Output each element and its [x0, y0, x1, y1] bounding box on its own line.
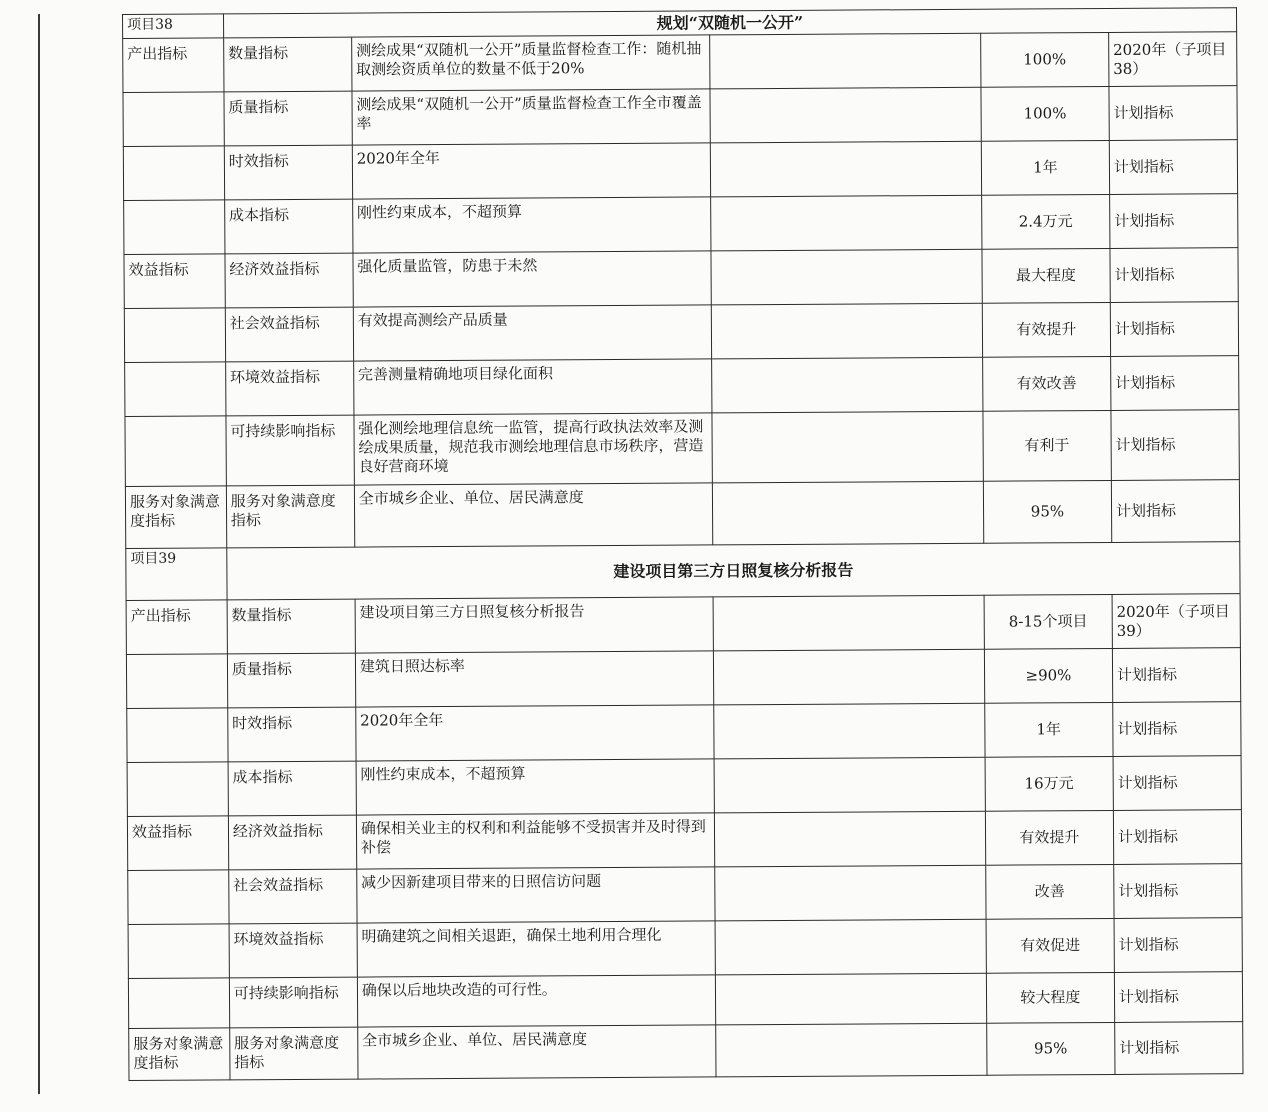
- indicator-cell: 社会效益指标: [225, 307, 353, 362]
- value-cell: 100%: [980, 32, 1108, 87]
- value-cell: 95%: [987, 1022, 1115, 1075]
- content-cell: 完善测量精确地项目绿化面积: [353, 359, 711, 415]
- indicator-cell: 服务对象满意度指标: [229, 1027, 357, 1080]
- indicator-cell: 成本指标: [224, 199, 352, 254]
- table-row: [127, 810, 1241, 871]
- content-cell: 2020年全年: [356, 705, 714, 761]
- table-row: [125, 480, 1239, 549]
- blank-cell: [709, 33, 980, 89]
- category-cell: [127, 762, 228, 817]
- category-cell: [124, 308, 225, 363]
- table-row: [128, 864, 1242, 925]
- note-cell: 2020年（子项目38）: [1109, 32, 1237, 87]
- content-cell: 测绘成果“双随机一公开”质量监督检查工作：随机抽取测绘资质单位的数量不低于20%: [351, 35, 709, 91]
- value-cell: 有效提升: [982, 302, 1110, 357]
- category-cell: [127, 708, 228, 763]
- blank-cell: [715, 919, 986, 975]
- table-row: [127, 756, 1241, 817]
- category-cell: 产出指标: [126, 600, 227, 655]
- indicator-cell: 质量指标: [227, 653, 355, 708]
- blank-cell: [711, 249, 982, 305]
- blank-cell: [715, 1023, 986, 1077]
- category-cell: [123, 146, 224, 201]
- value-cell: ≥90%: [984, 648, 1112, 703]
- indicator-cell: 可持续影响指标: [226, 415, 354, 486]
- table-row: [126, 594, 1240, 655]
- blank-cell: [710, 195, 981, 251]
- blank-cell: [710, 141, 981, 197]
- note-cell: 2020年（子项目39）: [1112, 594, 1240, 649]
- note-cell: 计划指标: [1111, 480, 1240, 543]
- content-cell: 2020年全年: [352, 143, 710, 199]
- category-cell: [128, 978, 229, 1029]
- value-cell: 最大程度: [982, 248, 1110, 303]
- table-row: [126, 648, 1240, 709]
- project-id-label: 项目38: [123, 14, 224, 39]
- content-cell: 建设项目第三方日照复核分析报告: [355, 597, 713, 653]
- project-title: 建设项目第三方日照复核分析报告: [227, 542, 1241, 600]
- note-cell: 计划指标: [1115, 1022, 1243, 1075]
- blank-cell: [710, 87, 981, 143]
- category-cell: 服务对象满意度指标: [129, 1028, 230, 1081]
- indicator-cell: 时效指标: [224, 145, 352, 200]
- value-cell: 有效促进: [986, 918, 1114, 973]
- indicator-cell: 经济效益指标: [225, 253, 353, 308]
- blank-cell: [712, 481, 984, 545]
- value-cell: 16万元: [985, 756, 1113, 811]
- content-cell: 全市城乡企业、单位、居民满意度: [358, 1025, 716, 1079]
- category-cell: [123, 92, 224, 147]
- table-row: [125, 410, 1239, 487]
- category-cell: 效益指标: [127, 816, 228, 871]
- value-cell: 8-15个项目: [984, 594, 1112, 649]
- content-cell: 确保相关业主的权利和利益能够不受损害并及时得到补偿: [356, 813, 714, 869]
- content-cell: 明确建筑之间相关退距，确保土地利用合理化: [357, 921, 715, 977]
- note-cell: 计划指标: [1111, 410, 1240, 481]
- blank-cell: [713, 703, 984, 759]
- indicator-cell: 数量指标: [227, 599, 355, 654]
- value-cell: 1年: [985, 702, 1113, 757]
- page-margin-line: [38, 14, 40, 1094]
- blank-cell: [712, 411, 984, 483]
- note-cell: 计划指标: [1112, 648, 1240, 703]
- note-cell: 计划指标: [1114, 864, 1242, 919]
- content-cell: 刚性约束成本，不超预算: [356, 759, 714, 815]
- content-cell: 强化测绘地理信息统一监管，提高行政执法效率及测绘成果质量，规范我市测绘地理信息市场秩序，营造良好营商环境: [354, 413, 712, 485]
- blank-cell: [711, 357, 982, 413]
- indicator-cell: 可持续影响指标: [229, 977, 357, 1028]
- note-cell: 计划指标: [1109, 86, 1237, 141]
- performance-indicator-table: [122, 7, 1243, 1081]
- project-header-row: [126, 542, 1240, 601]
- note-cell: 计划指标: [1114, 972, 1242, 1023]
- value-cell: 95%: [983, 480, 1111, 543]
- category-cell: 服务对象满意度指标: [125, 486, 226, 549]
- project-id-label: 项目39: [126, 548, 227, 601]
- blank-cell: [713, 595, 984, 651]
- category-cell: [128, 924, 229, 979]
- indicator-cell: 服务对象满意度指标: [226, 485, 354, 548]
- content-cell: 确保以后地块改造的可行性。: [357, 975, 715, 1027]
- blank-cell: [714, 757, 985, 813]
- indicator-cell: 社会效益指标: [229, 869, 357, 924]
- note-cell: 计划指标: [1110, 356, 1238, 411]
- content-cell: 减少因新建项目带来的日照信访问题: [357, 867, 715, 923]
- note-cell: 计划指标: [1109, 140, 1237, 195]
- indicator-sheet: [122, 7, 1255, 1096]
- note-cell: 计划指标: [1109, 194, 1237, 249]
- category-cell: 效益指标: [124, 254, 225, 309]
- table-row: [128, 918, 1242, 979]
- table-row: [123, 32, 1237, 93]
- table-row: [124, 248, 1238, 309]
- value-cell: 有利于: [983, 410, 1111, 481]
- indicator-cell: 经济效益指标: [228, 815, 356, 870]
- project-title: 规划“双随机一公开”: [223, 8, 1236, 38]
- table-row: [123, 140, 1237, 201]
- category-cell: [126, 654, 227, 709]
- value-cell: 较大程度: [986, 972, 1114, 1023]
- blank-cell: [714, 811, 985, 867]
- category-cell: 产出指标: [123, 38, 224, 93]
- table-row: [125, 356, 1239, 417]
- table-row: [124, 194, 1238, 255]
- content-cell: 全市城乡企业、单位、居民满意度: [354, 483, 712, 547]
- content-cell: 测绘成果“双随机一公开”质量监督检查工作全市覆盖率: [352, 89, 710, 145]
- indicator-cell: 环境效益指标: [229, 923, 357, 978]
- table-row: [128, 972, 1242, 1029]
- value-cell: 2.4万元: [981, 194, 1109, 249]
- note-cell: 计划指标: [1110, 302, 1238, 357]
- indicator-cell: 数量指标: [223, 37, 351, 92]
- category-cell: [124, 200, 225, 255]
- value-cell: 有效改善: [982, 356, 1110, 411]
- value-cell: 改善: [986, 864, 1114, 919]
- blank-cell: [714, 865, 985, 921]
- content-cell: 强化质量监管，防患于未然: [353, 251, 711, 307]
- table-row: [124, 302, 1238, 363]
- blank-cell: [715, 973, 986, 1025]
- content-cell: 有效提高测绘产品质量: [353, 305, 711, 361]
- blank-cell: [711, 303, 982, 359]
- value-cell: 有效提升: [985, 810, 1113, 865]
- table-row: [123, 86, 1237, 147]
- category-cell: [125, 362, 226, 417]
- indicator-cell: 环境效益指标: [225, 361, 353, 416]
- category-cell: [128, 870, 229, 925]
- table-row: [129, 1022, 1243, 1081]
- note-cell: 计划指标: [1113, 702, 1241, 757]
- content-cell: 刚性约束成本，不超预算: [352, 197, 710, 253]
- table-row: [127, 702, 1241, 763]
- indicator-cell: 成本指标: [228, 761, 356, 816]
- indicator-cell: 质量指标: [224, 91, 352, 146]
- value-cell: 100%: [981, 86, 1109, 141]
- value-cell: 1年: [981, 140, 1109, 195]
- note-cell: 计划指标: [1113, 810, 1241, 865]
- note-cell: 计划指标: [1113, 756, 1241, 811]
- category-cell: [125, 416, 226, 487]
- indicator-cell: 时效指标: [228, 707, 356, 762]
- blank-cell: [713, 649, 984, 705]
- note-cell: 计划指标: [1114, 918, 1242, 973]
- note-cell: 计划指标: [1110, 248, 1238, 303]
- content-cell: 建筑日照达标率: [355, 651, 713, 707]
